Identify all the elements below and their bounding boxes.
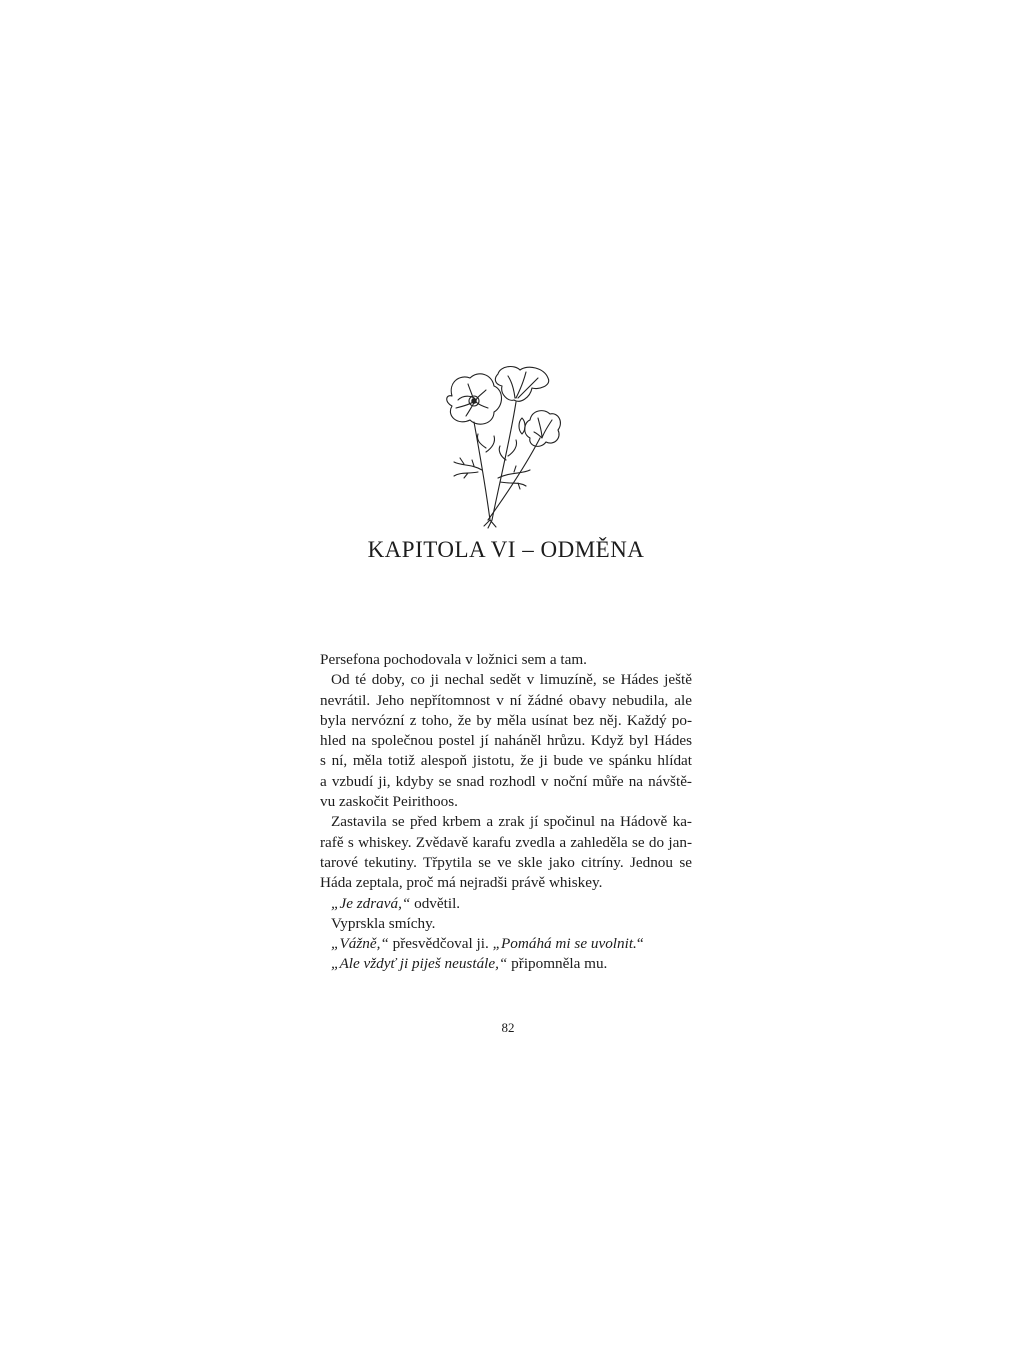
text-line: s ní, měla totiž alespoň jistotu, že ji bude ve spánku hlídat — [320, 752, 692, 770]
text-line: rafě s whiskey. Zvědavě karafu zvedla a zahleděla se do jan- — [320, 833, 692, 851]
text-span: “ — [636, 935, 644, 953]
poppy-flowers-illustration — [438, 360, 568, 530]
text-line: nevrátil. Jeho nepřítomnost v ní žádné obavy nebudila, ale — [320, 691, 692, 709]
text-line: Od té doby, co ji nechal sedět v limuzíně, se Hádes ještě — [331, 671, 692, 689]
dialogue-line — [320, 954, 692, 974]
text-span: přesvědčoval ji. — [388, 935, 493, 953]
chapter-title: KAPITOLA VI – ODMĚNA — [367, 537, 645, 562]
italic-quote: „Vážně,“ — [331, 935, 389, 953]
italic-quote: „Ale vždyť ji piješ neustále,“ — [331, 955, 508, 973]
text-line: byla nervózní z toho, že by měla usínat bez něj. Každý po- — [320, 711, 692, 729]
dialogue-line — [320, 934, 692, 954]
text-line: tarové tekutiny. Třpytila se ve skle jako citríny. Jednou se — [320, 853, 692, 871]
page-number: 82 — [501, 1020, 515, 1035]
body-text — [320, 650, 692, 975]
text-line: hled na společnou postel jí naháněl hrůzu. Když byl Hádes — [320, 732, 692, 750]
text-span: odvětil. — [410, 894, 461, 912]
italic-quote: „Je zdravá,“ — [331, 894, 411, 912]
text-line: Zastavila se před krbem a zrak jí spočinul na Hádově ka- — [331, 813, 692, 831]
text-line: Háda zeptala, proč má nejradši právě whiskey. — [320, 874, 603, 892]
text-line: a vzbudí ji, kdyby se snad rozhodl v noční můře na návště- — [320, 772, 692, 790]
text-line: Persefona pochodovala v ložnici sem a tam. — [320, 651, 587, 668]
dialogue-line — [320, 894, 692, 914]
text-span: připomněla mu. — [507, 955, 608, 973]
italic-quote: „Pomáhá mi se uvolnit. — [492, 935, 637, 953]
text-line: vu zaskočit Peirithoos. — [320, 793, 458, 811]
dialogue-line: Vyprskla smíchy. — [331, 914, 436, 932]
